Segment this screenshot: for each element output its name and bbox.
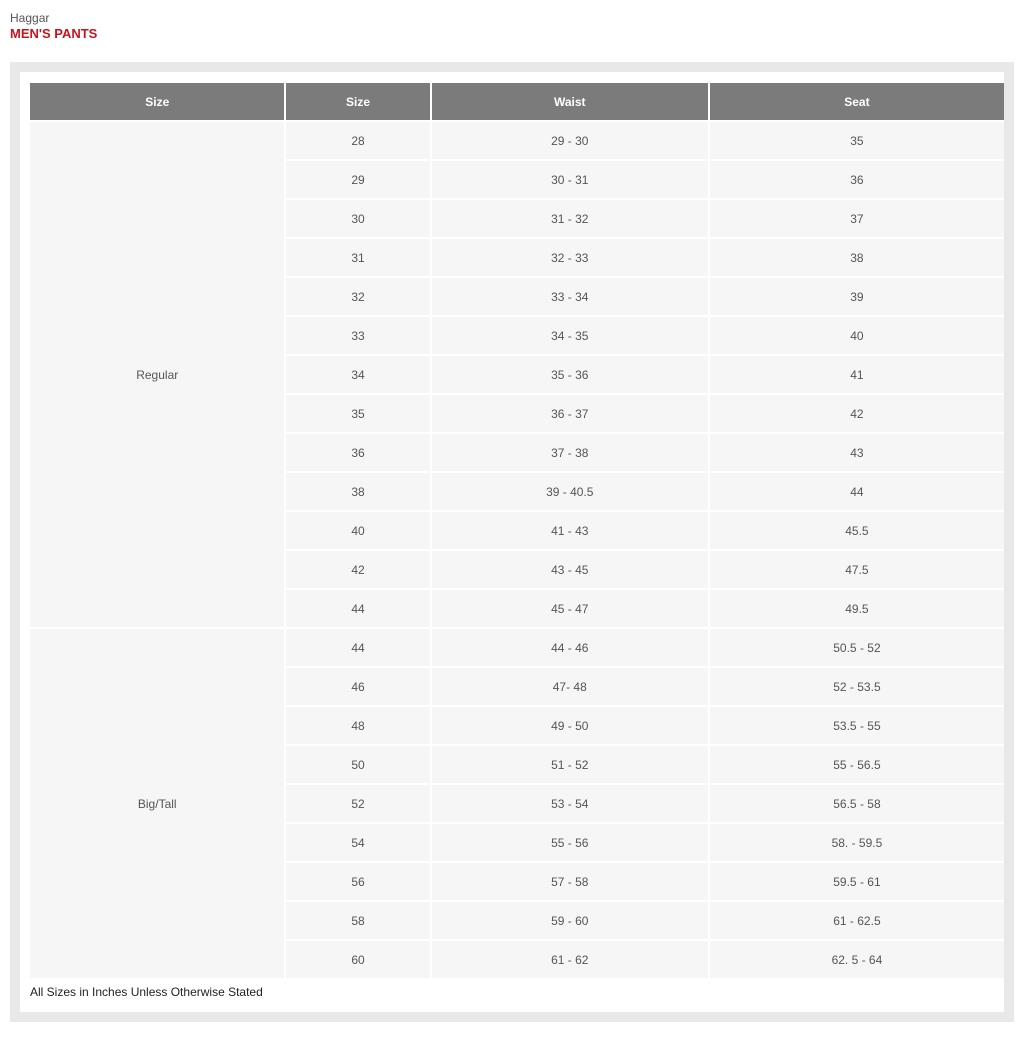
seat-cell: 52 - 53.5 (710, 668, 1004, 705)
column-header-waist: Waist (432, 83, 708, 120)
footnote: All Sizes in Inches Unless Otherwise Stated (30, 985, 263, 999)
waist-cell: 47- 48 (432, 668, 708, 705)
size-group-label: Big/Tall (30, 629, 284, 978)
table-row (30, 629, 1004, 666)
size-cell: 38 (286, 473, 429, 510)
size-chart-table (28, 81, 1006, 980)
size-cell: 44 (286, 590, 429, 627)
seat-cell: 40 (710, 317, 1004, 354)
size-cell: 40 (286, 512, 429, 549)
size-cell: 54 (286, 824, 429, 861)
waist-cell: 35 - 36 (432, 356, 708, 393)
waist-cell: 55 - 56 (432, 824, 708, 861)
size-cell: 29 (286, 161, 429, 198)
waist-cell: 32 - 33 (432, 239, 708, 276)
table-row (30, 122, 1004, 159)
waist-cell: 49 - 50 (432, 707, 708, 744)
seat-cell: 38 (710, 239, 1004, 276)
seat-cell: 62. 5 - 64 (710, 941, 1004, 978)
size-cell: 28 (286, 122, 429, 159)
product-title: MEN'S PANTS (10, 26, 98, 41)
size-cell: 48 (286, 707, 429, 744)
seat-cell: 41 (710, 356, 1004, 393)
seat-cell: 58. - 59.5 (710, 824, 1004, 861)
size-cell: 44 (286, 629, 429, 666)
seat-cell: 50.5 - 52 (710, 629, 1004, 666)
size-cell: 35 (286, 395, 429, 432)
size-cell: 46 (286, 668, 429, 705)
size-cell: 30 (286, 200, 429, 237)
seat-cell: 43 (710, 434, 1004, 471)
waist-cell: 39 - 40.5 (432, 473, 708, 510)
brand-name: Haggar (10, 11, 50, 25)
seat-cell: 47.5 (710, 551, 1004, 588)
seat-cell: 56.5 - 58 (710, 785, 1004, 822)
size-group-label: Regular (30, 122, 284, 627)
size-cell: 33 (286, 317, 429, 354)
size-cell: 56 (286, 863, 429, 900)
seat-cell: 45.5 (710, 512, 1004, 549)
size-cell: 31 (286, 239, 429, 276)
seat-cell: 39 (710, 278, 1004, 315)
waist-cell: 61 - 62 (432, 941, 708, 978)
waist-cell: 29 - 30 (432, 122, 708, 159)
seat-cell: 44 (710, 473, 1004, 510)
waist-cell: 31 - 32 (432, 200, 708, 237)
column-header-size: Size (286, 83, 429, 120)
waist-cell: 33 - 34 (432, 278, 708, 315)
size-cell: 32 (286, 278, 429, 315)
waist-cell: 41 - 43 (432, 512, 708, 549)
seat-cell: 35 (710, 122, 1004, 159)
size-cell: 42 (286, 551, 429, 588)
waist-cell: 53 - 54 (432, 785, 708, 822)
waist-cell: 43 - 45 (432, 551, 708, 588)
size-cell: 58 (286, 902, 429, 939)
size-cell: 50 (286, 746, 429, 783)
waist-cell: 57 - 58 (432, 863, 708, 900)
waist-cell: 30 - 31 (432, 161, 708, 198)
waist-cell: 59 - 60 (432, 902, 708, 939)
size-cell: 60 (286, 941, 429, 978)
size-chart-panel (20, 72, 1004, 1012)
size-chart-body (30, 122, 1004, 978)
size-cell: 34 (286, 356, 429, 393)
waist-cell: 44 - 46 (432, 629, 708, 666)
column-header-size-type: Size (30, 83, 284, 120)
seat-cell: 49.5 (710, 590, 1004, 627)
size-cell: 36 (286, 434, 429, 471)
seat-cell: 36 (710, 161, 1004, 198)
size-cell: 52 (286, 785, 429, 822)
seat-cell: 53.5 - 55 (710, 707, 1004, 744)
header-row (30, 83, 1004, 120)
seat-cell: 37 (710, 200, 1004, 237)
waist-cell: 36 - 37 (432, 395, 708, 432)
waist-cell: 37 - 38 (432, 434, 708, 471)
seat-cell: 59.5 - 61 (710, 863, 1004, 900)
seat-cell: 55 - 56.5 (710, 746, 1004, 783)
waist-cell: 45 - 47 (432, 590, 708, 627)
waist-cell: 34 - 35 (432, 317, 708, 354)
seat-cell: 61 - 62.5 (710, 902, 1004, 939)
size-chart-frame (10, 62, 1014, 1022)
seat-cell: 42 (710, 395, 1004, 432)
waist-cell: 51 - 52 (432, 746, 708, 783)
column-header-seat: Seat (710, 83, 1004, 120)
